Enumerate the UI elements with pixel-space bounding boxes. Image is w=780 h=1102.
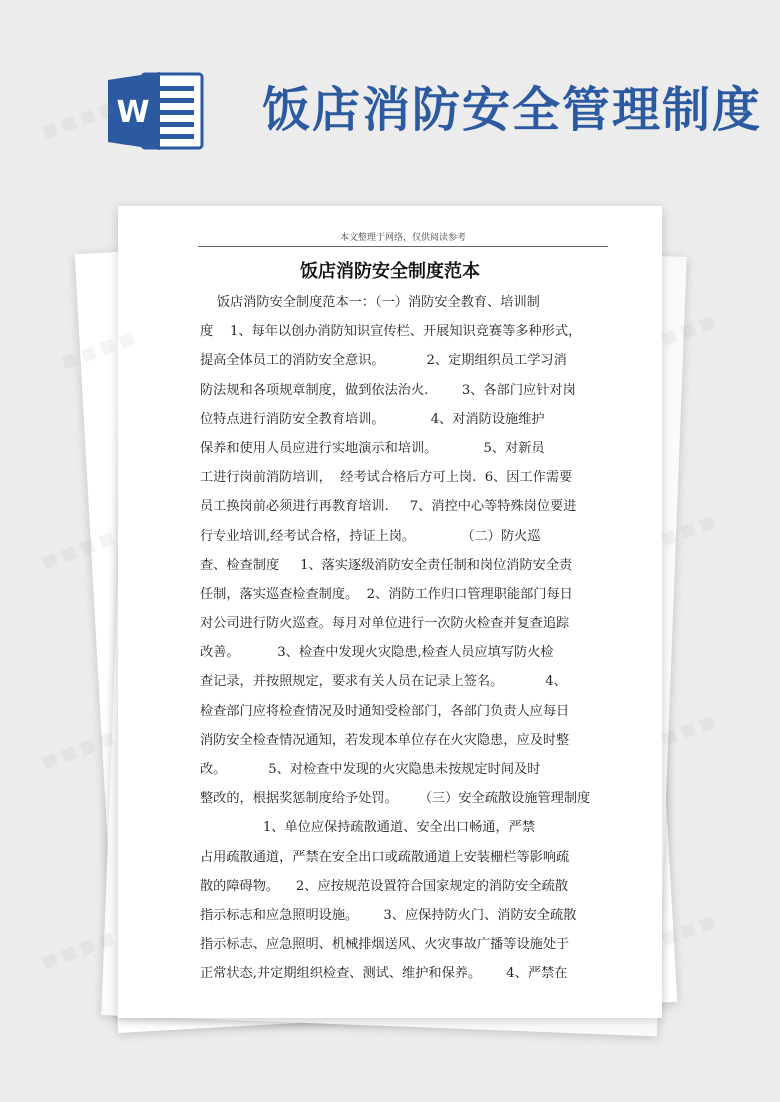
- body-line: 工进行岗前消防培训， 经考试合格后方可上岗. 6、因工作需要: [200, 470, 573, 486]
- body-line: 保养和使用人员应进行实地演示和培训。 5、对新员: [200, 440, 545, 456]
- watermark: ▦ ▦ ▦ ▦: [39, 927, 117, 972]
- body-line: 位特点进行消防安全教育培训。 4、对消防设施维护: [200, 411, 545, 427]
- body-line: 指示标志和应急照明设施。 3、应保持防火门、消防安全疏散: [200, 907, 577, 923]
- body-line: 查记录，并按照规定，要求有关人员在记录上签名。 4、: [200, 674, 567, 690]
- body-line: 度 1、每年以创办消防知识宣传栏、开展知识竞赛等多种形式，: [200, 324, 582, 340]
- body-line: 行专业培训,经考试合格，持证上岗。 （二）防火巡: [200, 528, 541, 544]
- watermark: ▦ ▦ ▦: [658, 911, 718, 948]
- body-line: 饭店消防安全制度范本一：（一）消防安全教育、培训制: [200, 295, 540, 310]
- body-line: 占用疏散通道，严禁在安全出口或疏散通道上安装栅栏等影响疏: [200, 849, 570, 865]
- body-line: 查、检查制度 1、落实逐级消防安全责任制和岗位消防安全责: [200, 557, 573, 573]
- body-line: 消防安全检查情况通知，若发现本单位存在火灾隐患，应及时整: [200, 732, 570, 748]
- body-line: 散的障碍物。 2、应按规范设置符合国家规定的消防安全疏散: [200, 878, 569, 894]
- page-title: 饭店消防安全管理制度: [262, 82, 763, 138]
- watermark: ▦ ▦ ▦: [658, 511, 718, 548]
- body-line: 整改的，根据奖惩制度给予处罚。 （三）安全疏散设施管理制度: [200, 791, 591, 807]
- header-banner: [0, 0, 780, 200]
- watermark: ▦ ▦ ▦ ▦: [39, 727, 117, 772]
- document-title: 饭店消防安全制度范本: [300, 261, 480, 282]
- svg-text:W: W: [116, 95, 150, 130]
- watermark: ▦ ▦ ▦ ▦: [39, 97, 117, 142]
- watermark: ▦ ▦ ▦: [658, 711, 718, 748]
- body-line: 防法规和各项规章制度，做到依法治火. 3、各部门应针对岗: [200, 382, 576, 398]
- body-line: 对公司进行防火巡查。每月对单位进行一次防火检查并复查追踪: [200, 616, 570, 632]
- body-line: 提高全体员工的消防安全意识。 2、定期组织员工学习消: [200, 353, 567, 369]
- body-line: 任制，落实巡查检查制度。 2、消防工作归口管理职能部门每日: [200, 586, 573, 602]
- document-header-note: 本文整理于网络，仅供阅读参考: [339, 233, 466, 243]
- body-line: 改。 5、对检查中发现的火灾隐患未按规定时间及时: [200, 762, 541, 777]
- body-line: 检查部门应将检查情况及时通知受检部门，各部门负责人应每日: [200, 703, 570, 719]
- body-line: 指示标志、应急照明、机械排烟送风、火灾事故广播等设施处于: [200, 937, 570, 953]
- header-divider: [198, 246, 608, 247]
- body-line: 改善。 3、检查中发现火灾隐患,检查人员应填写防火检: [200, 645, 554, 661]
- document-body: [200, 288, 612, 989]
- body-line: 正常状态,并定期组织检查、测试、维护和保养。 4、严禁在: [200, 966, 568, 982]
- body-line: 1、单位应保持疏散通道、安全出口畅通，严禁: [200, 820, 536, 836]
- body-line: 员工换岗前必须进行再教育培训. 7、消控中心等特殊岗位要进: [200, 499, 577, 515]
- document-page: [118, 206, 662, 1018]
- word-document-icon: [108, 70, 206, 152]
- watermark: ▦: [59, 348, 80, 372]
- watermark: ▦ ▦ ▦ ▦: [39, 527, 117, 572]
- watermark: ▦ ▦ ▦: [658, 311, 718, 348]
